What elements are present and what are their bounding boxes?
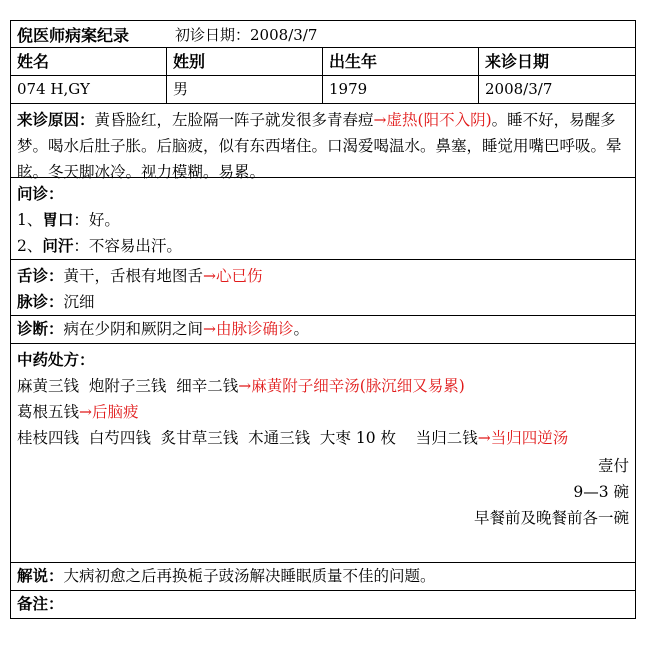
water-ratio: 9—3 碗	[573, 483, 629, 501]
arrow-icon: →	[79, 403, 93, 421]
prescription-line	[17, 425, 621, 451]
header-visit-date: 来诊日期	[485, 52, 550, 71]
dosing-timing: 早餐前及晚餐前各一碗	[473, 509, 629, 527]
explanation-label: 解说：	[17, 566, 64, 585]
inquiry-label: 问诊：	[17, 184, 64, 203]
herb-list: 桂枝四钱 白芍四钱 炙甘草三钱 木通三钱 大枣 10 枚 当归二钱	[17, 429, 478, 447]
inquiry-item	[17, 207, 629, 233]
header-row	[11, 48, 635, 76]
explanation-section	[11, 563, 635, 591]
tongue-pulse-section	[11, 260, 635, 316]
reason-label: 来诊原因：	[17, 110, 95, 129]
patient-name: 074 H,GY	[11, 76, 167, 103]
record-title: 倪医师病案纪录	[17, 25, 130, 45]
header-name: 姓名	[11, 48, 167, 75]
header-sex: 姓别	[167, 48, 323, 75]
title-row	[11, 21, 635, 48]
reason-section	[11, 104, 635, 181]
prescription-line	[17, 373, 629, 399]
tongue-label: 舌诊：	[17, 266, 64, 285]
inquiry-item	[17, 233, 629, 259]
diagnosis-section	[11, 316, 635, 344]
arrow-icon: →	[477, 429, 491, 447]
arrow-icon: →	[238, 377, 252, 395]
inquiry-item-label: 问汗	[42, 236, 74, 255]
reason-text-continued: 。睡不好，易醒多梦。喝水后肚子胀。后脑疲，似有东西堵住。口渴爱喝温水。鼻塞，睡觉用嘴巴呼吸。晕眩。冬天脚冰冷。视力模糊。易累。	[17, 111, 622, 181]
notes-label: 备注：	[17, 594, 64, 613]
pulse-text: 沉细	[63, 293, 95, 311]
header-birth-year: 出生年	[323, 48, 479, 75]
inquiry-item-value: ：不容易出汗。	[73, 237, 182, 255]
diagnosis-annotation: 由脉诊确诊	[216, 320, 294, 338]
tongue-annotation: 心已伤	[216, 267, 263, 285]
inquiry-item-number: 2、	[17, 237, 43, 255]
formula-annotation: 麻黄附子细辛汤(脉沉细又易累)	[251, 377, 465, 395]
reason-annotation: 虚热(阳不入阴)	[386, 111, 492, 129]
prescription-section	[11, 344, 635, 563]
arrow-icon: →	[203, 267, 217, 285]
inquiry-section	[11, 178, 635, 260]
dose-count: 壹付	[597, 457, 629, 475]
notes-section	[11, 591, 635, 618]
arrow-icon: →	[203, 320, 217, 338]
case-record-table	[10, 20, 636, 619]
diagnosis-text: 病在少阴和厥阴之间	[63, 320, 204, 338]
patient-birth-year: 1979	[323, 76, 479, 103]
herb-list: 葛根五钱	[17, 403, 80, 421]
prescription-line	[17, 399, 629, 425]
diagnosis-end: 。	[293, 320, 310, 338]
formula-annotation: 当归四逆汤	[490, 429, 569, 447]
patient-row	[11, 76, 635, 104]
explanation-text: 大病初愈之后再换栀子豉汤解决睡眠质量不佳的问题。	[63, 567, 436, 585]
pulse-line	[17, 289, 629, 315]
tongue-line	[17, 263, 629, 289]
inquiry-item-value: ：好。	[73, 211, 120, 229]
inquiry-item-number: 1、	[17, 211, 43, 229]
herb-list: 麻黄三钱 炮附子三钱 细辛二钱	[17, 377, 239, 395]
reason-text: 黄昏脸红，左脸隔一阵子就发很多青春痘	[94, 111, 374, 129]
tongue-text: 黄干，舌根有地图舌	[63, 267, 204, 285]
diagnosis-label: 诊断：	[17, 319, 64, 338]
inquiry-item-label: 胃口	[42, 210, 74, 229]
prescription-label: 中药处方：	[17, 350, 95, 369]
first-visit-date: 初诊日期：2008/3/7	[175, 25, 318, 44]
patient-sex: 男	[167, 76, 323, 103]
formula-annotation: 后脑疲	[92, 403, 139, 421]
pulse-label: 脉诊：	[17, 292, 64, 311]
patient-visit-date: 2008/3/7	[485, 80, 553, 98]
arrow-icon: →	[373, 111, 387, 129]
